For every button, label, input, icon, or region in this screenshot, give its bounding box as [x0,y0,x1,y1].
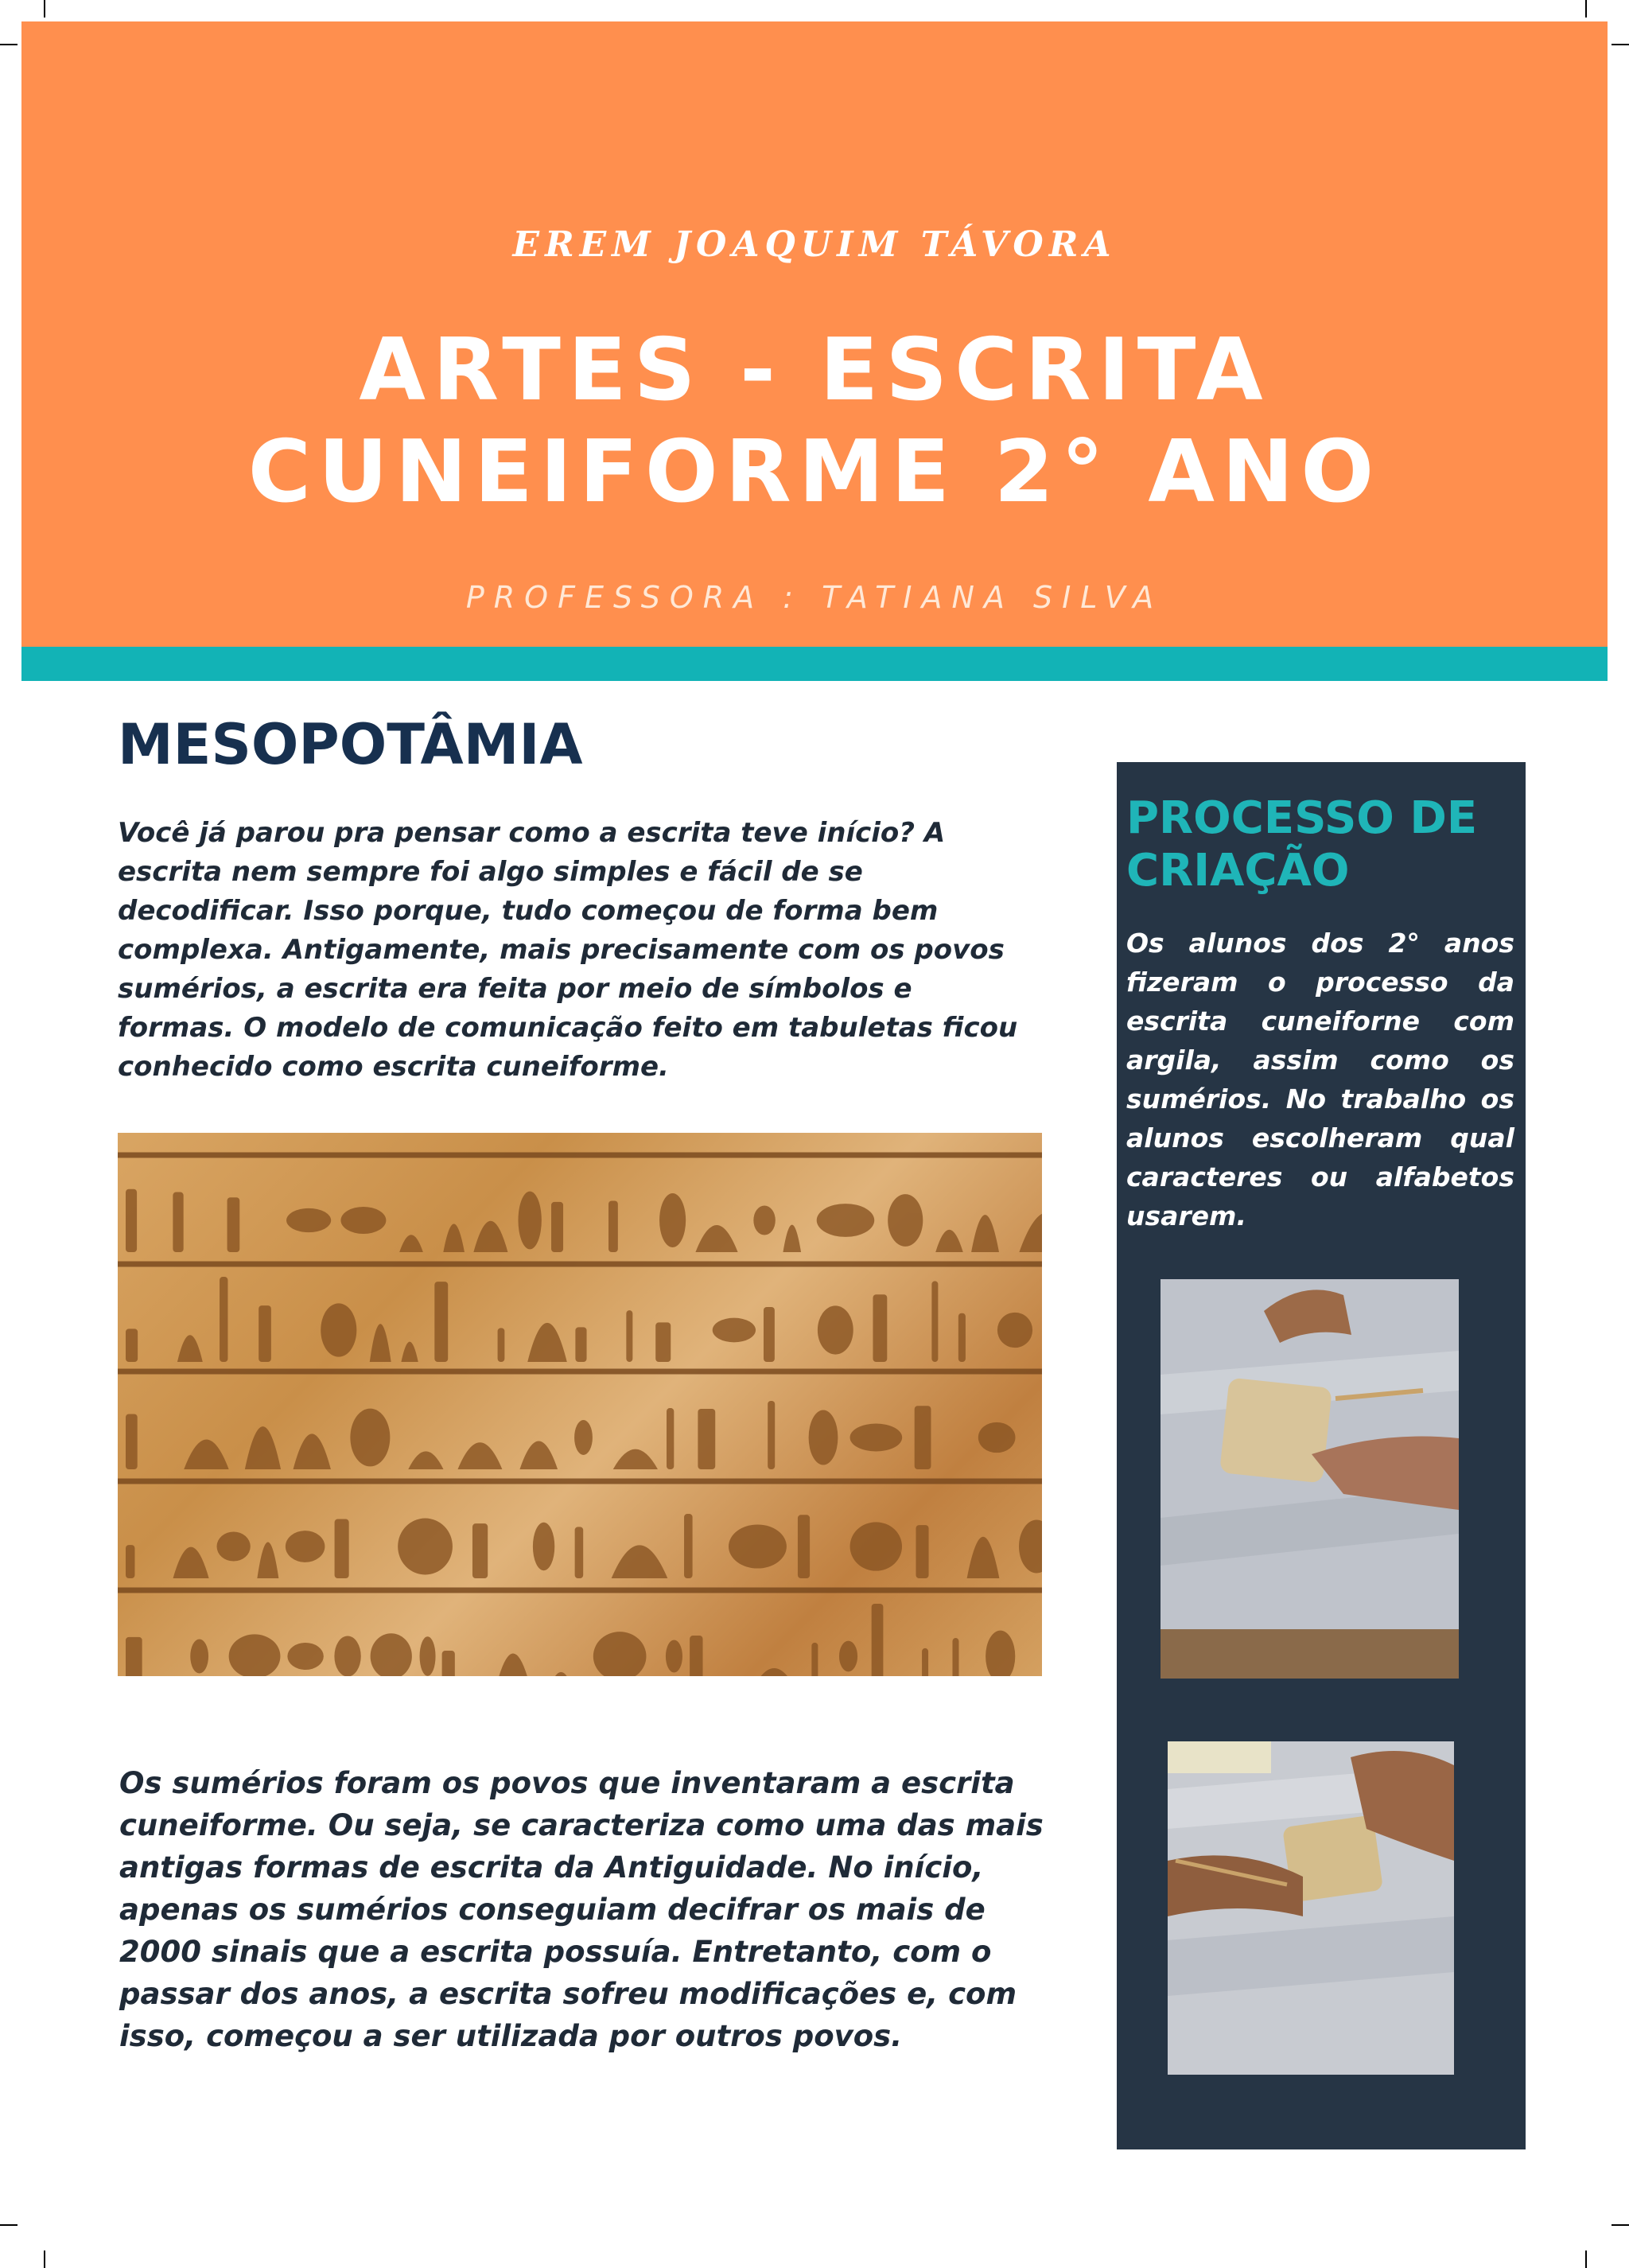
glyph-shape [173,1192,183,1252]
sidebar-title [1126,792,1508,897]
intro-paragraph: Você já parou pra pensar como a escrita teve início? A escrita nem sempre foi algo simples e fácil de se decodificar. Isso porque, tudo começou de forma bem complexa. Antigamente, mais precisamente com os povos sumérios, a escrita era feita por meio de símbolos e formas. O modelo de comunicação feito em tabuletas ficou conhecido como escrita cuneiforme. [118,817,1018,1083]
glyph-shape [496,1654,531,1676]
glyph-shape [519,1441,558,1469]
glyph-shape [666,1640,682,1672]
crop-mark [44,0,45,18]
glyph-shape [916,1525,928,1578]
glyph-shape [986,1631,1015,1676]
glyph-shape [259,1305,271,1362]
glyph-shape [1019,1520,1042,1574]
glyph-shape [551,1202,563,1252]
glyph-shape [184,1440,228,1469]
glyph-shape [811,1643,818,1676]
glyph-shape [850,1424,903,1452]
glyph-shape [971,1215,999,1252]
glyph-shape [371,1633,412,1676]
glyph-shape [334,1636,360,1676]
glyph-shape [443,1223,465,1252]
title-line-2: CUNEIFORME 2° ANO [247,422,1382,522]
glyph-shape [713,1318,756,1343]
glyph-shape [659,1193,686,1247]
photo-illustration [1161,1279,1459,1679]
glyph-shape [227,1197,240,1252]
glyph-shape [408,1451,443,1469]
glyph-shape [177,1335,203,1362]
glyph-shape [294,1434,331,1469]
glyph-shape [593,1632,647,1676]
glyph-shape [922,1648,928,1676]
sidebar-text: Os alunos dos 2° anos fizeram o processo da escrita cuneiforne com argila, assim como os sumérios. No trabalho os alunos escolheram qual caracteres ou alfabetos usarem. [1126,928,1514,1231]
glyph-shape [1019,1212,1042,1252]
glyph-shape [952,1638,958,1676]
glyph-shape [190,1639,208,1673]
glyph-shape [768,1401,775,1469]
glyph-shape [612,1545,668,1578]
glyph-shape [783,1225,801,1252]
glyph-shape [126,1329,138,1362]
photo-illustration [1168,1741,1454,2075]
glyph-shape [575,1327,586,1362]
sidebar-panel [1117,762,1526,2149]
glyph-shape [126,1414,138,1469]
glyph-shape [753,1668,795,1676]
glyph-shape [229,1634,281,1676]
glyph-shape [401,1342,418,1362]
glyph-shape [695,1225,737,1252]
glyph-shape [217,1531,251,1561]
glyph-shape [257,1542,278,1578]
glyph-shape [931,1281,938,1362]
glyph-shape [850,1522,902,1570]
glyph-shape [286,1531,325,1562]
crop-mark [0,44,17,45]
crop-mark [1612,2224,1629,2226]
glyph-shape [753,1205,775,1235]
glyph-shape [245,1426,281,1469]
glyph-shape [978,1422,1016,1453]
glyph-shape [370,1324,391,1362]
glyph-shape [817,1204,875,1237]
crop-mark [44,2250,45,2268]
glyph-shape [839,1641,857,1672]
glyph-shape [340,1207,386,1234]
header-banner [21,21,1608,647]
crop-mark [1612,44,1629,45]
section-title: MESOPOTÂMIA [118,712,583,777]
clay-tablet-photo-1 [1161,1279,1459,1679]
sidebar-title-line-2: CRIAÇÃO [1126,845,1350,897]
glyph-shape [287,1643,323,1670]
glyph-shape [533,1523,554,1570]
glyph-shape [457,1442,502,1469]
glyph-shape [935,1230,963,1252]
glyph-shape [888,1194,923,1247]
glyph-shape [473,1221,507,1252]
glyph-shape [220,1277,227,1362]
glyph-shape [667,1408,674,1469]
glyph-shape [958,1313,966,1362]
glyph-shape [321,1303,356,1356]
glyph-shape [498,1328,505,1362]
glyph-shape [173,1547,209,1578]
glyph-shape [550,1672,573,1676]
clay-tablet-photo-2 [1168,1741,1454,2075]
glyph-shape [764,1307,775,1362]
school-name: EREM JOAQUIM TÁVORA [512,224,1117,265]
teacher-name: PROFESSORA : TATIANA SILVA [465,580,1164,615]
hieroglyphs-image [118,1133,1042,1676]
glyph-shape [608,1200,618,1252]
glyph-shape [527,1323,567,1362]
glyph-shape [126,1545,134,1578]
crop-mark [1585,2250,1587,2268]
page-title [21,320,1608,523]
glyph-shape [626,1310,632,1362]
title-line-1: ARTES - ESCRITA [359,321,1270,420]
glyph-shape [420,1636,436,1675]
glyph-shape [575,1527,584,1578]
glyph-shape [613,1449,658,1469]
glyph-shape [967,1537,1000,1578]
glyph-shape [472,1523,488,1578]
glyph-shape [798,1515,810,1578]
glyph-shape [684,1514,693,1578]
crop-mark [1585,0,1587,18]
sidebar-title-line-1: PROCESSO DE [1126,792,1478,844]
glyph-shape [729,1524,787,1568]
hieroglyphs-illustration [118,1133,1042,1676]
outro-paragraph: Os sumérios foram os povos que inventaram a escrita cuneiforme. Ou seja, se caracteriza como uma das mais antigas formas de escrita da Antiguidade. No início, apenas os sumérios conseguiam decifrar os mais de 2000 sinais que a escrita possuía. Entretanto, com o passar dos anos, a escrita sofreu modificações e, com isso, começou a ser utilizada por outros povos. [119,1766,1044,2053]
glyph-shape [399,1235,423,1252]
glyph-shape [872,1604,884,1676]
glyph-shape [126,1637,142,1676]
glyph-shape [915,1406,931,1469]
glyph-shape [442,1651,455,1676]
glyph-shape [574,1420,593,1455]
glyph-shape [818,1305,853,1354]
glyph-shape [997,1313,1032,1348]
crop-mark [0,2224,17,2226]
glyph-shape [126,1189,137,1252]
glyph-shape [335,1519,349,1578]
glyph-shape [350,1409,390,1467]
glyph-shape [398,1519,453,1575]
glyph-shape [873,1294,887,1362]
glyph-shape [286,1208,331,1232]
glyph-shape [434,1282,448,1362]
glyph-shape [809,1410,838,1465]
accent-bar [21,647,1608,681]
glyph-shape [518,1192,541,1250]
glyph-shape [690,1636,702,1676]
glyph-shape [655,1322,671,1362]
glyph-shape [698,1409,715,1469]
